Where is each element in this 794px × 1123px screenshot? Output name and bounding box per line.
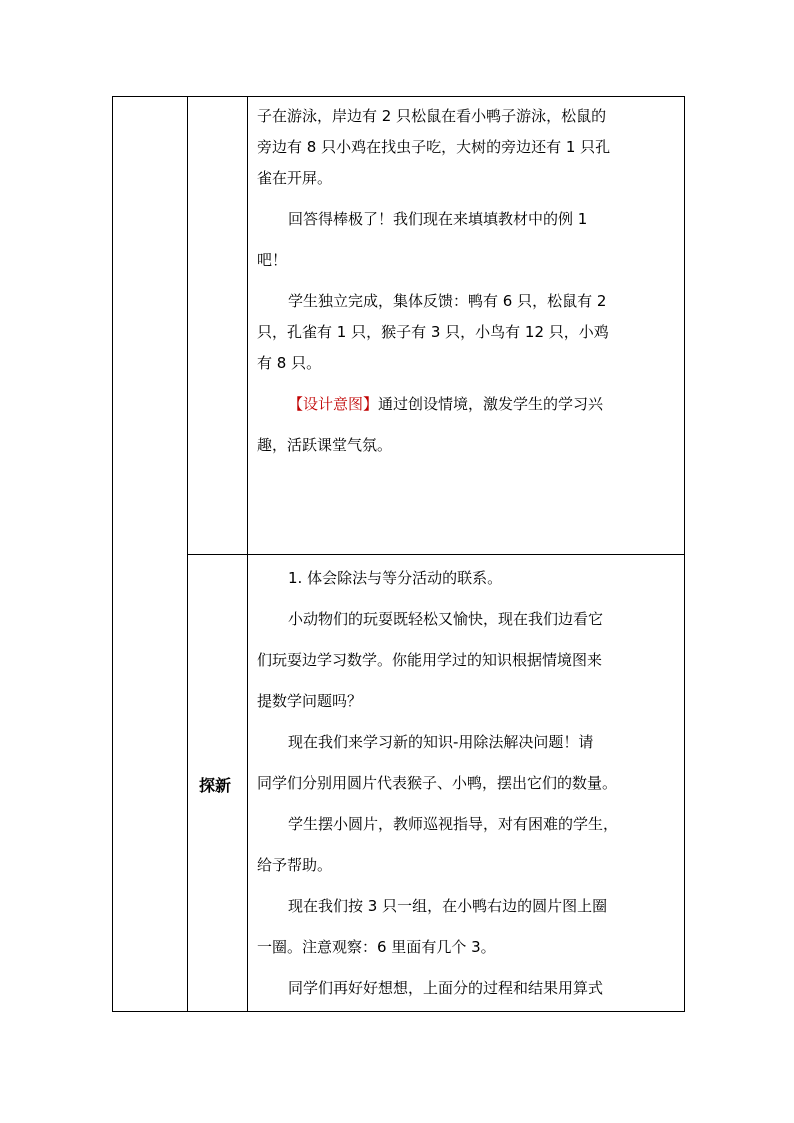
text-line: 子在游泳，岸边有 2 只松鼠在看小鸭子游泳，松鼠的 [257, 107, 607, 125]
text-line: 同学们分别用圆片代表猴子、小鸭，摆出它们的数量。 [257, 774, 618, 792]
text-line: 只，孔雀有 1 只，猴子有 3 只，小鸟有 12 只，小鸡 [257, 323, 609, 341]
content-cell-intro [257, 101, 610, 461]
text-line: 给予帮助。 [257, 856, 333, 874]
text-line: 吧！ [257, 251, 288, 269]
section-label: 探新 [199, 776, 232, 795]
text-line: 1. 体会除法与等分活动的联系。 [288, 569, 503, 587]
content-cell-explore [257, 563, 618, 1004]
text-line: 学生独立完成，集体反馈：鸭有 6 只，松鼠有 2 [288, 292, 607, 310]
text-line: 回答得棒极了！我们现在来填填教材中的例 1 [288, 210, 588, 228]
text-line: 现在我们按 3 只一组，在小鸭右边的圆片图上圈 [288, 897, 608, 915]
lesson-table [112, 96, 685, 1012]
design-intent-label: 【设计意图】 [288, 395, 379, 413]
text-line: 有 8 只。 [257, 354, 322, 372]
row-divider [187, 554, 684, 555]
text-line: 同学们再好好想想，上面分的过程和结果用算式 [288, 979, 604, 997]
text-line: 提数学问题吗？ [257, 692, 363, 710]
text-line: 现在我们来学习新的知识-用除法解决问题！请 [288, 733, 594, 751]
text-line: 们玩耍边学习数学。你能用学过的知识根据情境图来 [257, 651, 603, 669]
text-line: 学生摆小圆片，教师巡视指导，对有困难的学生， [288, 815, 619, 833]
text-line: 旁边有 8 只小鸡在找虫子吃，大树的旁边还有 1 只孔 [257, 138, 611, 156]
text-line: 一圈。注意观察：6 里面有几个 3。 [257, 938, 496, 956]
text-line: 趣，活跃课堂气氛。 [257, 436, 393, 454]
text-line: 小动物们的玩耍既轻松又愉快，现在我们边看它 [288, 610, 604, 628]
design-intent-text: 通过创设情境，激发学生的学习兴 [378, 395, 604, 413]
design-intent-line [257, 389, 610, 420]
text-line: 雀在开屏。 [257, 169, 333, 187]
